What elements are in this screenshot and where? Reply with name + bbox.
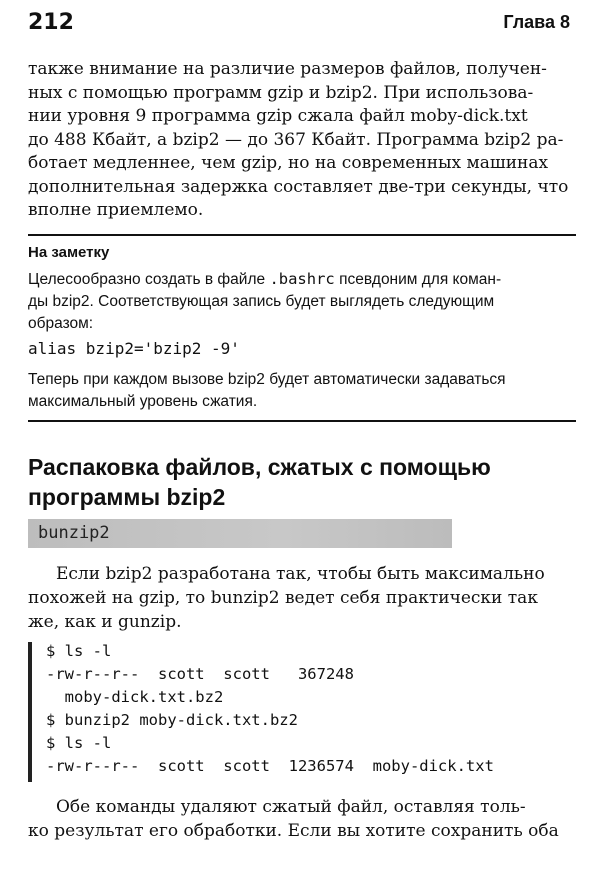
note-text-line: образом:	[28, 315, 94, 332]
section-heading: Распаковка файлов, сжатых с помощью программы bzip2	[28, 454, 491, 510]
command-bar	[28, 519, 452, 548]
note-text-line: максимальный уровень сжатия.	[28, 393, 258, 410]
note-text-line: Теперь при каждом вызове bzip2 будет автоматически задаваться	[28, 371, 506, 388]
intro-line: до 488 Кбайт, а bzip2 — до 367 Кбайт. Программа bzip2 ра-	[28, 129, 564, 150]
closing-line: ко результат его обработки. Если вы хотите сохранить оба	[28, 821, 559, 841]
terminal-listing	[28, 642, 576, 782]
intro-line: дополнительная задержка составляет две-три секунды, что	[28, 176, 569, 197]
code-line: $ bunzip2 moby-dick.txt.bz2	[46, 711, 298, 729]
section-para-line: же, как и gunzip.	[28, 612, 182, 632]
intro-line: ных с помощью программ gzip и bzip2. При использова-	[28, 82, 534, 103]
section-para-line: Если bzip2 разработана так, чтобы быть максимально	[56, 564, 545, 584]
note-title: На заметку	[28, 244, 110, 261]
intro-line: вполне приемлемо.	[28, 200, 204, 220]
note-bottom-rule	[28, 420, 576, 422]
note-text-line: ды bzip2. Соответствующая запись будет выглядеть следующим	[28, 293, 495, 310]
intro-line: ботает медленнее, чем gzip, но на современных машинах	[28, 153, 549, 173]
code-line: -rw-r--r-- scott scott 1236574 moby-dick.txt	[46, 757, 494, 775]
code-line: -rw-r--r-- scott scott 367248	[46, 665, 354, 683]
closing-line: Обе команды удаляют сжатый файл, оставляя толь-	[56, 797, 526, 817]
code-line: $ ls -l	[46, 642, 112, 660]
bashrc-code: .bashrc	[269, 270, 335, 288]
command-name: bunzip2	[38, 523, 110, 543]
chapter-title: Глава 8	[503, 12, 570, 32]
intro-line: нии уровня 9 программа gzip сжала файл moby-dick.txt	[28, 106, 528, 126]
code-side-bar	[28, 642, 32, 782]
page-number: 212	[28, 10, 74, 35]
alias-code: alias bzip2='bzip2 -9'	[28, 339, 240, 358]
note-text-line: Целесообразно создать в файле .bashrc псевдоним для коман-	[28, 270, 502, 288]
note-top-rule	[28, 234, 576, 236]
intro-line: также внимание на различие размеров файлов, получен-	[28, 59, 547, 79]
code-line: $ ls -l	[46, 734, 112, 752]
section-para-line: похожей на gzip, то bunzip2 ведет себя практически так	[28, 588, 538, 608]
code-line: moby-dick.txt.bz2	[46, 688, 224, 706]
